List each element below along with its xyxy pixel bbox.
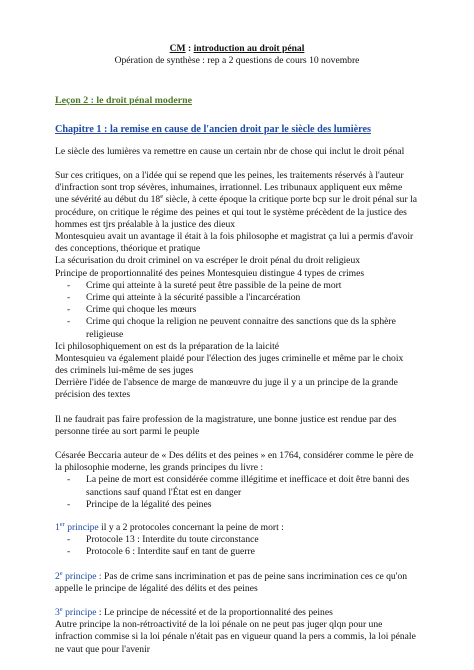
- principle-heading: [55, 522, 435, 534]
- list-item-text: religieuse: [86, 328, 124, 340]
- title-cm: CM: [169, 43, 186, 54]
- superscript: e: [160, 193, 164, 201]
- list-item-text: sanctions sauf quand l'État est en danger: [86, 486, 242, 498]
- bullet-dash: -: [67, 291, 71, 303]
- paragraph-line: Principe de proportionnalité des peines Montesquieu distingue 4 types de crimes: [55, 267, 365, 279]
- crimes-list: [55, 280, 435, 341]
- list-item: [55, 534, 435, 546]
- paragraph-line: Montesquieu va également plaidé pour l'élection des juges criminelle et même par le choix: [55, 352, 404, 364]
- protocols-list: [55, 534, 435, 558]
- bullet-dash: -: [67, 279, 71, 291]
- paragraph-line: Derrière l'idée de l'absence de marge de manœuvre du juge il y a un principe de la grande: [55, 377, 398, 389]
- list-item-text: Protocole 6 : Interdite sauf en tant de guerre: [86, 546, 255, 558]
- paragraph-line: ne vaut que pour l'avenir: [55, 643, 150, 655]
- bullet-dash: -: [67, 546, 71, 558]
- list-item-text: Crime qui atteinte à la sureté peut être passible de la peine de mort: [86, 279, 342, 291]
- document-title: [0, 43, 474, 55]
- paragraph-line: infraction commise si la loi pénale n'était pas en vigueur quand la pers a commis, la loi pénale: [55, 631, 416, 643]
- principle-text: Pas de crime sans incrimination et pas de peine sans incrimination ces ce qu'on: [101, 571, 408, 582]
- text-span: une sévérité au début du 18: [55, 194, 161, 206]
- list-item: [55, 292, 435, 304]
- principle-label: principe: [62, 607, 97, 618]
- title-text: introduction au droit pénal: [193, 43, 305, 54]
- paragraph-line: précision des textes: [55, 389, 131, 401]
- document-subtitle: Opération de synthèse : rep a 2 questions de cours 10 novembre: [114, 55, 360, 66]
- paragraph-line: des criminels lui-même de ses juges: [55, 365, 194, 377]
- paragraph-line: La sécurisation du droit criminel on va escréper le droit pénal du droit religieux: [55, 255, 361, 267]
- paragraph-line: Autre principe la non-rétroactivité de la loi pénale on ne peut pas juger qlqn pour une: [55, 619, 383, 631]
- paragraph-line: la philosophie moderne, les grands principes du livre :: [55, 462, 264, 474]
- list-item: [55, 316, 435, 340]
- list-item-text: Crime qui choque la religion ne peuvent connaitre des sanctions que ds la sphère: [86, 316, 396, 328]
- list-item: [55, 474, 435, 498]
- paragraph-line: Montesquieu avait un avantage il était à la fois philosophe et magistrat ça lui a permis d'avoir: [55, 230, 414, 242]
- list-item: [55, 280, 435, 292]
- list-item-text: Principe de la légalité des peines: [86, 498, 212, 510]
- list-item: [55, 499, 435, 511]
- list-item-text: Crime qui choque les mœurs: [86, 304, 197, 316]
- paragraph-line: Il ne faudrait pas faire profession de la magistrature, une bonne justice est rendue par des: [55, 414, 397, 425]
- principle-1: [55, 522, 435, 559]
- paragraph-line: appelle le principe de légalité des délits et des peines: [55, 583, 258, 595]
- text-span: siècle, à cette époque la critique porte bcp sur le droit pénal sur la: [163, 194, 417, 206]
- principle-number: 3: [55, 607, 60, 618]
- superscript: er: [59, 520, 65, 528]
- principle-2: [55, 571, 435, 595]
- paragraph-line: d'infraction sont trop sévères, inhumaines, irrationnel. Les tribunaux appliquent eux même: [55, 182, 403, 194]
- beccaria-list: [55, 474, 435, 511]
- list-item-text: Crime qui atteinte à la sécurité passible a l'incarcération: [86, 291, 301, 303]
- chapter-heading: Chapitre 1 : la remise en cause de l'ancien droit par le siècle des lumières: [55, 124, 371, 135]
- superscript: e: [59, 569, 63, 577]
- principle-3: [55, 607, 435, 656]
- list-item: [55, 304, 435, 316]
- bullet-dash: -: [67, 304, 71, 316]
- list-item: [55, 546, 435, 558]
- lesson-heading: Leçon 2 : le droit pénal moderne: [55, 95, 192, 106]
- list-item-text: La peine de mort est considérée comme illégitime et inefficace et doit être banni des: [86, 474, 410, 486]
- paragraph-line: procédure, on critique le régime des peines et qui tout le système précèdent de la justice des: [55, 206, 407, 218]
- superscript: e: [59, 605, 63, 613]
- principle-heading: [55, 607, 435, 619]
- principle-label: principe: [64, 522, 99, 533]
- paragraph-line: Césarée Beccaria auteur de « Des délits et des peines » en 1764, considérer comme le père de: [55, 450, 414, 461]
- bullet-dash: -: [67, 474, 71, 486]
- paragraph-line: Ici philosophiquement on est ds la préparation de la laicité: [55, 340, 280, 352]
- paragraph-line: hommes est tjrs préalable à la justice des dieux: [55, 218, 236, 230]
- bullet-dash: -: [67, 534, 71, 546]
- principle-label: principe :: [62, 571, 102, 582]
- paragraph-line: personne tirée au sort parmi le peuple: [55, 426, 200, 438]
- intro-line: Le siècle des lumières va remettre en cause un certain nbr de chose qui inclut le droit pénal: [55, 146, 405, 157]
- bullet-dash: -: [67, 316, 71, 328]
- principle-heading: [55, 571, 435, 583]
- list-item-text: Protocole 13 : Interdite du toute circonstance: [86, 534, 259, 546]
- title-separator: :: [185, 43, 194, 54]
- critique-paragraph: [55, 170, 435, 402]
- principle-text: il y a 2 protocoles concernant la peine de mort :: [98, 522, 284, 533]
- paragraph-line: des conceptions, théorique et pratique: [55, 243, 201, 255]
- bullet-dash: -: [67, 498, 71, 510]
- magistrature-paragraph: [55, 414, 435, 438]
- paragraph-line: Sur ces critiques, on a l'idée qui se repend que les peines, les traitements réservés à l'auteur: [55, 170, 404, 181]
- beccaria-paragraph: [55, 450, 435, 511]
- principle-number: 2: [55, 571, 60, 582]
- paragraph-line: [55, 194, 435, 206]
- principle-text: : Le principe de nécessité et de la proportionnalité des peines: [96, 607, 333, 618]
- principle-number: 1: [55, 522, 60, 533]
- intro-paragraph: [55, 146, 435, 158]
